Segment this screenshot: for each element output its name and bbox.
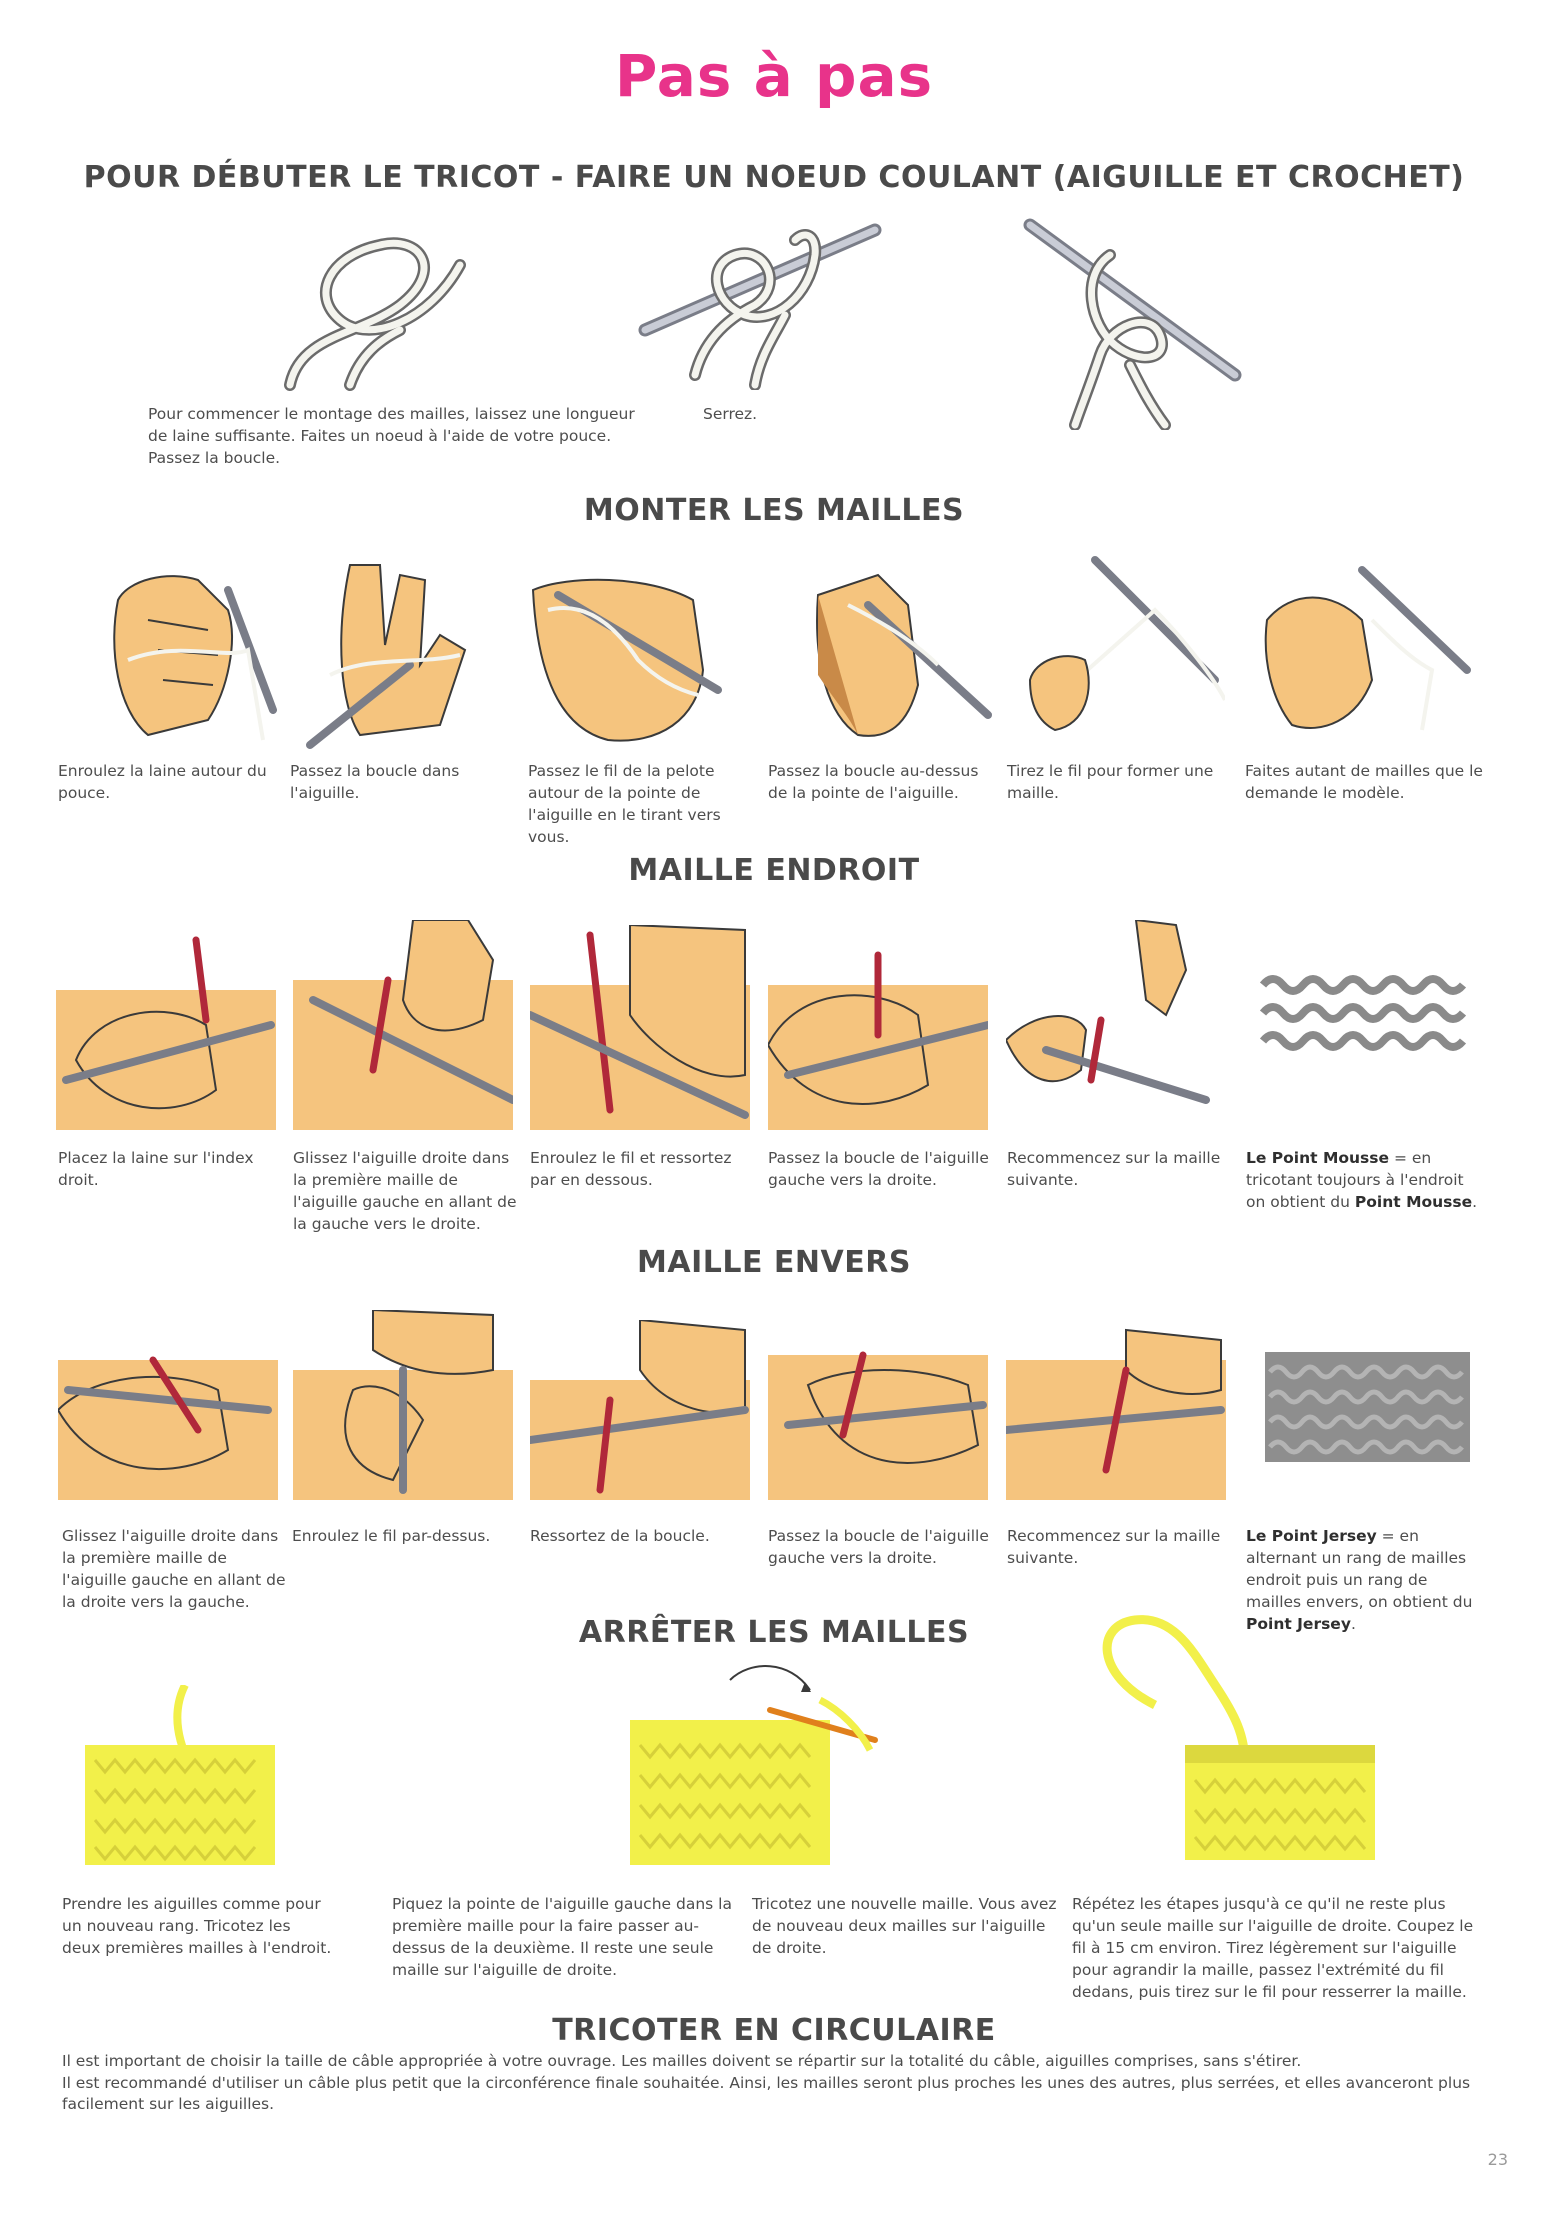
caption-envers-3: Ressortez de la boucle. — [530, 1527, 710, 1545]
caption-monter-6: Faites autant de mailles que le demande le modèle. — [1245, 762, 1483, 802]
envers-step-3-illustration — [530, 1320, 750, 1500]
caption-envers-2: Enroulez le fil par-dessus. — [292, 1527, 491, 1545]
endroit-step-4-illustration — [768, 945, 988, 1130]
envers-step-5-illustration — [1006, 1320, 1226, 1500]
heading-tricoter-en-circulaire: TRICOTER EN CIRCULAIRE — [552, 2013, 996, 2048]
endroit-step-5-illustration — [1006, 920, 1216, 1110]
caption-monter-3: Passez le fil de la pelote autour de la pointe de l'aiguille en le tirant vers vous. — [528, 762, 721, 846]
caption-monter-4: Passez la boucle au-dessus de la pointe de l'aiguille. — [768, 762, 979, 802]
monter-step-3-illustration — [528, 570, 728, 750]
circulaire-paragraph-2: Il est recommandé d'utiliser un câble plus petit que la circonférence finale souhaitée. Ainsi, les mailles seront plus proches les unes des autres, plus serrées, et elles avanceront plus facilement sur les aiguilles. — [62, 2074, 1471, 2113]
caption-arreter-2: Piquez la pointe de l'aiguille gauche dans la première maille pour la faire passer au-dessus de la deuxième. Il reste une seule maille sur l'aiguille de droite. — [392, 1895, 732, 1979]
circulaire-paragraph-1: Il est important de choisir la taille de câble appropriée à votre ouvrage. Les mailles doivent se répartir sur la totalité du câble, aiguilles comprises, sans s'étirer. — [62, 2052, 1302, 2070]
caption-envers-1: Glissez l'aiguille droite dans la première maille de l'aiguille gauche en allant de la droite vers la gauche. — [62, 1527, 286, 1611]
heading-maille-envers: MAILLE ENVERS — [637, 1245, 911, 1280]
caption-arreter-1: Prendre les aiguilles comme pour un nouveau rang. Tricotez les deux premières mailles à l'endroit. — [62, 1895, 332, 1957]
point-jersey-term: Le Point Jersey — [1246, 1527, 1377, 1545]
monter-step-6-illustration — [1262, 560, 1472, 745]
caption-noeud-2: Serrez. — [703, 405, 758, 423]
slip-knot-finished-illustration-3 — [1020, 215, 1245, 430]
slip-knot-needle-illustration-2 — [635, 215, 885, 390]
arreter-step-2-illustration — [620, 1660, 880, 1865]
point-jersey-swatch — [1265, 1352, 1470, 1462]
endroit-step-3-illustration — [530, 925, 750, 1130]
caption-endroit-2: Glissez l'aiguille droite dans la première maille de l'aiguille gauche en allant de la gauche vers le droite. — [293, 1149, 517, 1233]
caption-endroit-3: Enroulez le fil et ressortez par en dessous. — [530, 1149, 732, 1189]
slip-knot-illustration-1 — [270, 225, 470, 395]
point-mousse-swatch — [1258, 965, 1473, 1070]
caption-endroit-4: Passez la boucle de l'aiguille gauche vers la droite. — [768, 1149, 989, 1189]
monter-step-1-illustration — [88, 560, 278, 750]
caption-envers-5: Recommencez sur la maille suivante. — [1007, 1527, 1221, 1567]
envers-step-4-illustration — [768, 1325, 988, 1500]
heading-arreter-les-mailles: ARRÊTER LES MAILLES — [578, 1615, 970, 1650]
caption-arreter-4: Répétez les étapes jusqu'à ce qu'il ne reste plus qu'un seule maille sur l'aiguille de droite. Coupez le fil à 15 cm environ. Tirez légèrement sur l'aiguille pour agrandir la maille, passez l'extrémité du fil dedans, puis tirez sur le fil pour resserrer la maille. — [1072, 1895, 1474, 2001]
arreter-step-3-illustration — [1075, 1615, 1380, 1865]
heading-maille-endroit: MAILLE ENDROIT — [628, 853, 920, 888]
page-number: 23 — [1487, 2150, 1508, 2169]
page-title: Pas à pas — [614, 42, 934, 110]
caption-endroit-1: Placez la laine sur l'index droit. — [58, 1149, 254, 1189]
point-jersey-note: Le Point Jersey = en alternant un rang de mailles endroit puis un rang de mailles envers, on obtient du Point Jersey. — [1246, 1527, 1473, 1633]
endroit-step-1-illustration — [56, 930, 276, 1130]
monter-step-4-illustration — [808, 565, 998, 750]
endroit-step-2-illustration — [293, 920, 513, 1130]
envers-step-2-illustration — [293, 1310, 513, 1500]
monter-step-2-illustration — [290, 555, 490, 750]
arreter-step-1-illustration — [70, 1685, 280, 1865]
caption-envers-4: Passez la boucle de l'aiguille gauche vers la droite. — [768, 1527, 989, 1567]
envers-step-1-illustration — [58, 1320, 278, 1500]
caption-monter-2: Passez la boucle dans l'aiguille. — [290, 762, 460, 802]
caption-noeud-1: Pour commencer le montage des mailles, laissez une longueur de laine suffisante. Faites un noeud à l'aide de votre pouce. Passez la boucle. — [148, 405, 635, 467]
caption-endroit-5: Recommencez sur la maille suivante. — [1007, 1149, 1221, 1189]
caption-arreter-3: Tricotez une nouvelle maille. Vous avez de nouveau deux mailles sur l'aiguille de droite. — [752, 1895, 1057, 1957]
heading-noeud-coulant: POUR DÉBUTER LE TRICOT - FAIRE UN NOEUD COULANT (AIGUILLE ET CROCHET) — [83, 160, 1465, 195]
caption-monter-5: Tirez le fil pour former une maille. — [1007, 762, 1214, 802]
caption-monter-1: Enroulez la laine autour du pouce. — [58, 762, 267, 802]
point-mousse-note: Le Point Mousse = en tricotant toujours à l'endroit on obtient du Point Mousse. — [1246, 1149, 1478, 1211]
point-mousse-term: Le Point Mousse — [1246, 1149, 1390, 1167]
monter-step-5-illustration — [1025, 550, 1225, 735]
heading-monter-les-mailles: MONTER LES MAILLES — [583, 493, 965, 528]
